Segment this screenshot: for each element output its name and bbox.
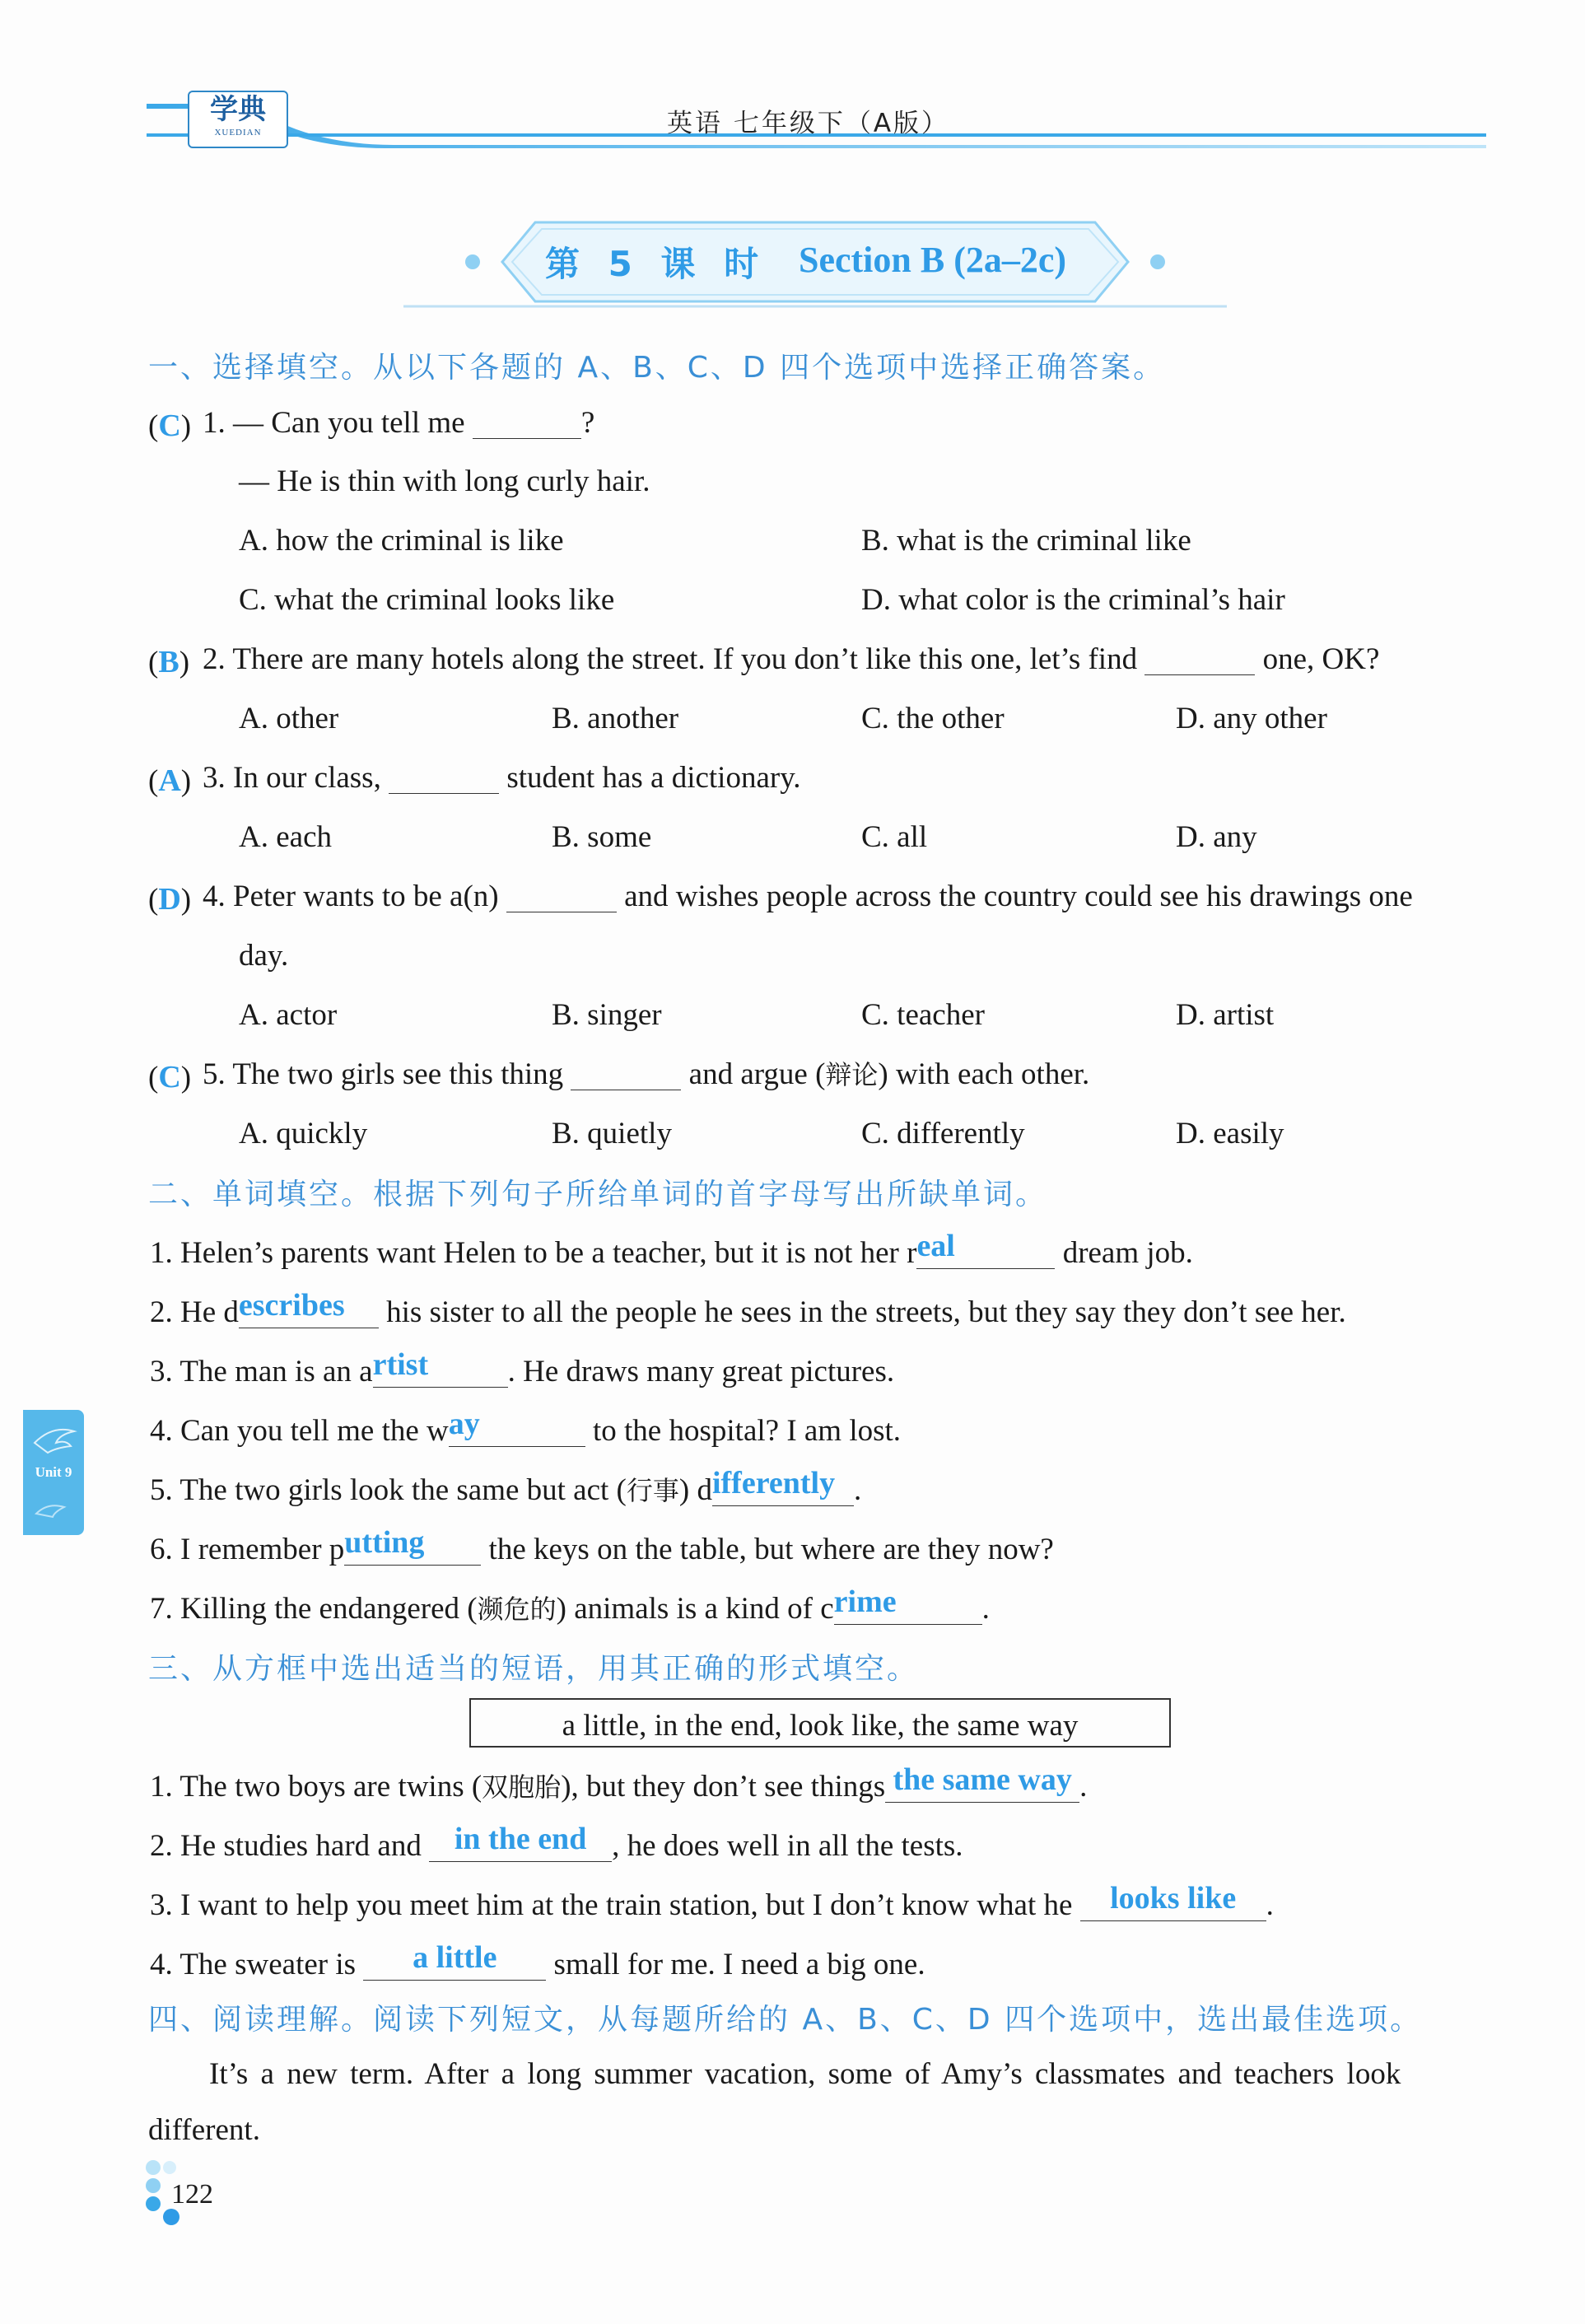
p2-item-3: 3. The man is an artist . He draws many great pictures.: [150, 1347, 895, 1388]
unit-label: Unit 9: [35, 1464, 72, 1480]
q3-answer: (A): [148, 763, 192, 798]
q4-option-c: C. teacher: [861, 998, 985, 1032]
p3-item-2: 2. He studies hard and in the end , he does well in all the tests.: [150, 1822, 963, 1863]
q2-option-b: B. another: [552, 702, 679, 735]
logo-en: XUEDIAN: [214, 128, 262, 138]
q5-option-a: A. quickly: [239, 1117, 368, 1150]
q4-line2: day.: [239, 939, 289, 973]
p2-item-6: 6. I remember putting the keys on the table, but where are they now?: [150, 1525, 1054, 1566]
p2-item-2: 2. He describes his sister to all the people he sees in the streets, but they say they don’t see her.: [150, 1288, 1346, 1329]
book-title: 英语 七年级下（A版）: [667, 109, 950, 138]
q4-option-a: A. actor: [239, 998, 338, 1032]
lesson-banner: [403, 212, 1227, 311]
q1-stem: 1. — Can you tell me ?: [203, 406, 595, 440]
q3-option-c: C. all: [861, 820, 928, 854]
part4-heading: 四、阅读理解。阅读下列短文，从每题所给的 A、B、C、D 四个选项中，选出最佳选项。: [148, 2003, 1423, 2037]
q1-option-b: B. what is the criminal like: [861, 524, 1191, 558]
page-number: 122: [171, 2179, 213, 2210]
q2-answer: (B): [148, 645, 190, 679]
reading-para-line1: It’s a new term. After a long summer vacation, some of Amy’s classmates and teachers look: [209, 2057, 1401, 2091]
q4-answer: (D): [148, 882, 192, 917]
q3-option-d: D. any: [1176, 820, 1257, 854]
p3-item-1: 1. The two boys are twins (双胞胎), but they don’t see things the same way .: [150, 1762, 1088, 1804]
q3-stem: 3. In our class, student has a dictionary.: [203, 761, 801, 795]
part2-heading: 二、单词填空。根据下列句子所给单词的首字母写出所缺单词。: [148, 1178, 1048, 1211]
q4-option-d: D. artist: [1176, 998, 1275, 1032]
q1-option-a: A. how the criminal is like: [239, 524, 564, 558]
lesson-label-en: Section B (2a–2c): [799, 240, 1067, 280]
q5-option-b: B. quietly: [552, 1117, 672, 1150]
logo-cn: 学典: [210, 93, 266, 126]
p2-item-4: 4. Can you tell me the way to the hospital? I am lost.: [150, 1407, 902, 1448]
q5-option-c: C. differently: [861, 1117, 1025, 1150]
word-box: [469, 1698, 1171, 1748]
q4-option-b: B. singer: [552, 998, 662, 1032]
p2-item-7: 7. Killing the endangered (濒危的) animals is a kind of crime .: [150, 1584, 990, 1626]
q2-option-a: A. other: [239, 702, 339, 735]
q2-option-c: C. the other: [861, 702, 1005, 735]
q3-option-a: A. each: [239, 820, 332, 854]
reading-para-line2: different.: [148, 2113, 260, 2147]
q1-line2: — He is thin with long curly hair.: [239, 464, 650, 498]
q5-stem: 5. The two girls see this thing and argue (辩论) with each other.: [203, 1057, 1090, 1091]
unit-side-tab: [23, 1410, 84, 1535]
part1-heading: 一、选择填空。从以下各题的 A、B、C、D 四个选项中选择正确答案。: [148, 351, 1166, 385]
p3-item-4: 4. The sweater is a little small for me. I need a big one.: [150, 1940, 925, 1981]
p3-item-3: 3. I want to help you meet him at the train station, but I don’t know what he looks like .: [150, 1881, 1274, 1922]
word-box-text: a little, in the end, look like, the same way: [562, 1709, 1079, 1743]
part3-heading: 三、从方框中选出适当的短语，用其正确的形式填空。: [148, 1652, 920, 1686]
p2-item-5: 5. The two girls look the same but act (行事) differently .: [150, 1466, 862, 1507]
q4-stem: 4. Peter wants to be a(n) and wishes people across the country could see his drawings one: [203, 880, 1413, 913]
lesson-label-cn: 第 5 课 时: [545, 244, 767, 284]
p2-item-1: 1. Helen’s parents want Helen to be a teacher, but it is not her real dream job.: [150, 1229, 1193, 1270]
q5-answer: (C): [148, 1060, 192, 1094]
q2-stem: 2. There are many hotels along the street. If you don’t like this one, let’s find one, OK?: [203, 642, 1380, 676]
q2-option-d: D. any other: [1176, 702, 1327, 735]
q1-answer: (C): [148, 408, 192, 443]
q1-option-d: D. what color is the criminal’s hair: [861, 583, 1285, 617]
q5-option-d: D. easily: [1176, 1117, 1284, 1150]
logo: [188, 91, 288, 148]
q3-option-b: B. some: [552, 820, 652, 854]
q1-option-c: C. what the criminal looks like: [239, 583, 615, 617]
